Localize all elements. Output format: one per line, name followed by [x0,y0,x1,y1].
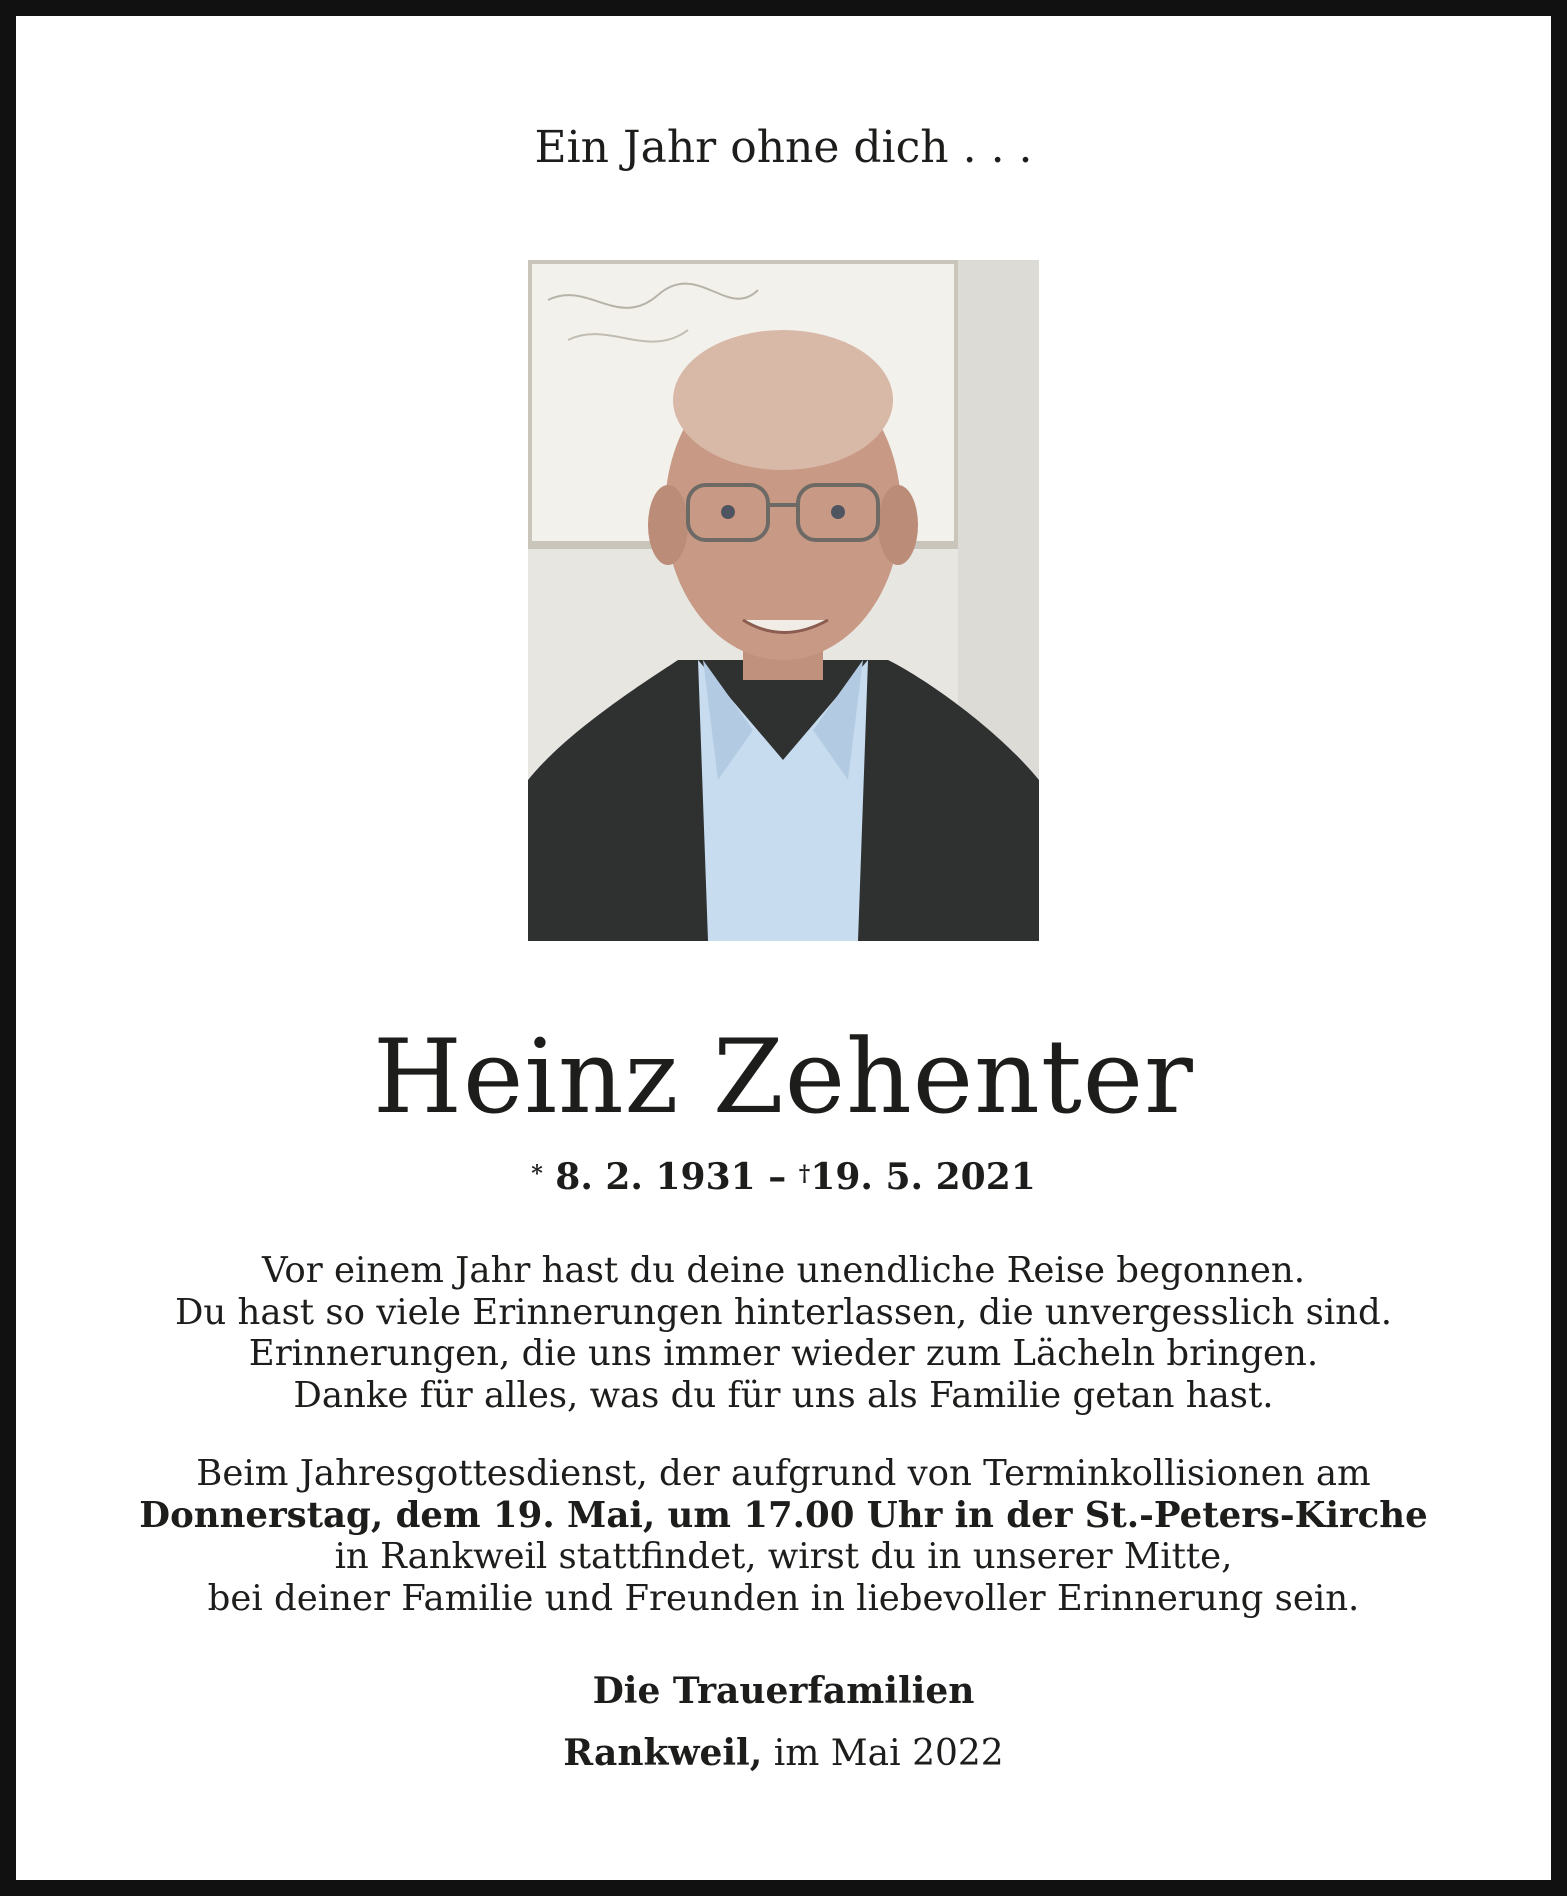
paragraph-line: Vor einem Jahr hast du deine unendliche Reise begonnen. [261,1250,1305,1291]
paragraph-line: Erinnerungen, die uns immer wieder zum Lächeln bringen. [248,1333,1319,1374]
paragraph-line: Beim Jahresgottesdienst, der aufgrund von Terminkollisionen am [196,1453,1371,1494]
death-date: 19. 5. 2021 [810,1156,1036,1198]
portrait-photo [528,260,1039,941]
memorial-paragraph [0,1250,1567,1416]
service-paragraph [0,1453,1567,1619]
date-separator: – [768,1156,787,1198]
birth-date: 8. 2. 1931 [555,1156,756,1198]
signature: Die Trauerfamilien [592,1670,975,1712]
paragraph-line: Danke für alles, was du für uns als Familie getan hast. [293,1374,1274,1416]
birth-symbol: * [531,1161,543,1187]
place-date-line [0,1729,1567,1778]
intro-line: Ein Jahr ohne dich . . . [534,122,1033,173]
place-name: Rankweil, [563,1732,763,1774]
death-symbol: † [798,1161,811,1187]
date-text: im Mai 2022 [762,1733,1004,1774]
paragraph-line: Du hast so viele Erinnerungen hinterlassen, die unvergesslich sind. [174,1291,1393,1333]
deceased-name: Heinz Zehenter [373,1018,1194,1137]
service-date-line: Donnerstag, dem 19. Mai, um 17.00 Uhr in der St.-Peters-Kirche [139,1494,1428,1536]
paragraph-line: in Rankweil stattfindet, wirst du in unserer Mitte, [334,1536,1233,1577]
life-dates [0,1153,1567,1206]
paragraph-line: bei deiner Familie und Freunden in liebevoller Erinnerung sein. [207,1577,1360,1619]
